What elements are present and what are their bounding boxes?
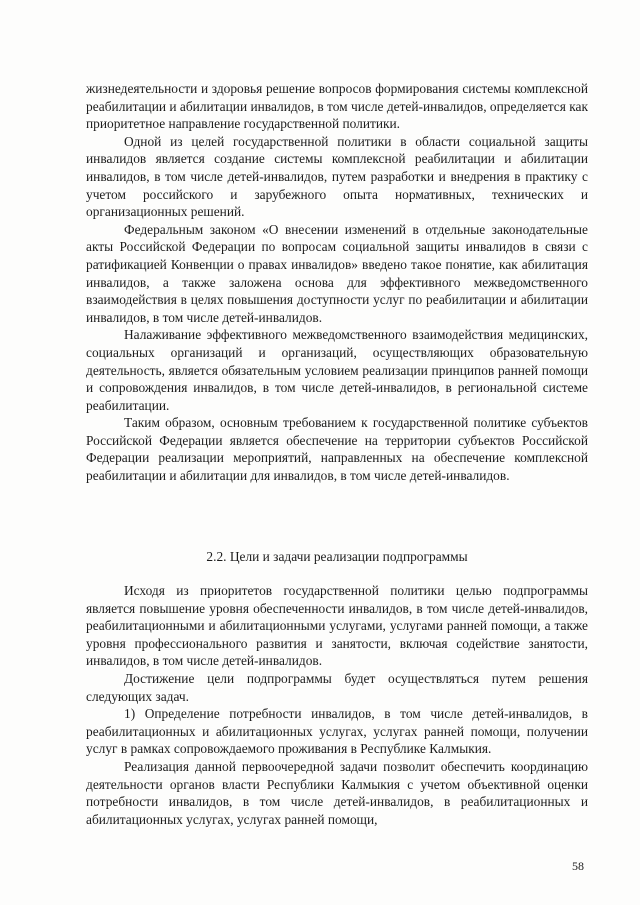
paragraph: Федеральным законом «О внесении изменений в отдельные законодательные акты Российской Федерации по вопросам социальной защиты инвалидов в связи с ратификацией Конвенции о правах инвалидов» введено такое понятие, как абилитация инвалидов, а также заложена основа для эффективного межведомственного взаимодействия в целях повышения доступности услуг по реабилитации и абилитации инвалидов, в том числе детей-инвалидов.	[86, 221, 588, 325]
section-heading: 2.2. Цели и задачи реализации подпрограммы	[206, 549, 468, 564]
paragraph: Достижение цели подпрограммы будет осуществляться путем решения следующих задач.	[86, 670, 588, 704]
paragraph: Реализация данной первоочередной задачи позволит обеспечить координацию деятельности органов власти Республики Калмыкия с учетом объективной оценки потребности инвалидов, в том числе детей-инвалидов, в реабилитационных и абилитационных услугах, услугах ранней помощи,	[86, 758, 588, 827]
paragraph: 1) Определение потребности инвалидов, в том числе детей-инвалидов, в реабилитационных и абилитационных услугах, услугах ранней помощи, получении услуг в рамках сопровождаемого проживания в Республике Калмыкия.	[86, 706, 588, 757]
paragraph: Налаживание эффективного межведомственного взаимодействия медицинских, социальных организаций и организаций, осуществляющих образовательную деятельность, является обязательным условием реализации принципов ранней помощи и сопровождения инвалидов, в том числе детей-инвалидов, в региональной системе реабилитации.	[86, 327, 588, 413]
body-text-bottom	[86, 582, 588, 828]
paragraph: Исходя из приоритетов государственной политики целью подпрограммы является повышение уровня обеспеченности инвалидов, в том числе детей-инвалидов, реабилитационными и абилитационными услугами, услугами ранней помощи, а также уровня профессионального развития и занятости, включая содействие занятости, инвалидов, в том числе детей-инвалидов.	[86, 583, 588, 669]
paragraph: Таким образом, основным требованием к государственной политике субъектов Российской Федерации является обеспечение на территории субъектов Российской Федерации реализации мероприятий, направленных на обеспечение комплексной реабилитации и абилитации для инвалидов, в том числе детей-инвалидов.	[86, 415, 588, 484]
section-heading-block	[86, 548, 588, 566]
paragraph: Одной из целей государственной политики в области социальной защиты инвалидов является создание системы комплексной реабилитации и абилитации инвалидов, в том числе детей-инвалидов, путем разработки и внедрения в практику с учетом российского и зарубежного опыта нормативных, технических и организационных решений.	[86, 133, 588, 220]
body-text-top	[86, 80, 588, 485]
page-number: 58	[572, 859, 584, 873]
paragraph: жизнедеятельности и здоровья решение вопросов формирования системы комплексной реабилитации и абилитации инвалидов, в том числе детей-инвалидов, определяется как приоритетное направление государственной политики.	[86, 81, 588, 132]
